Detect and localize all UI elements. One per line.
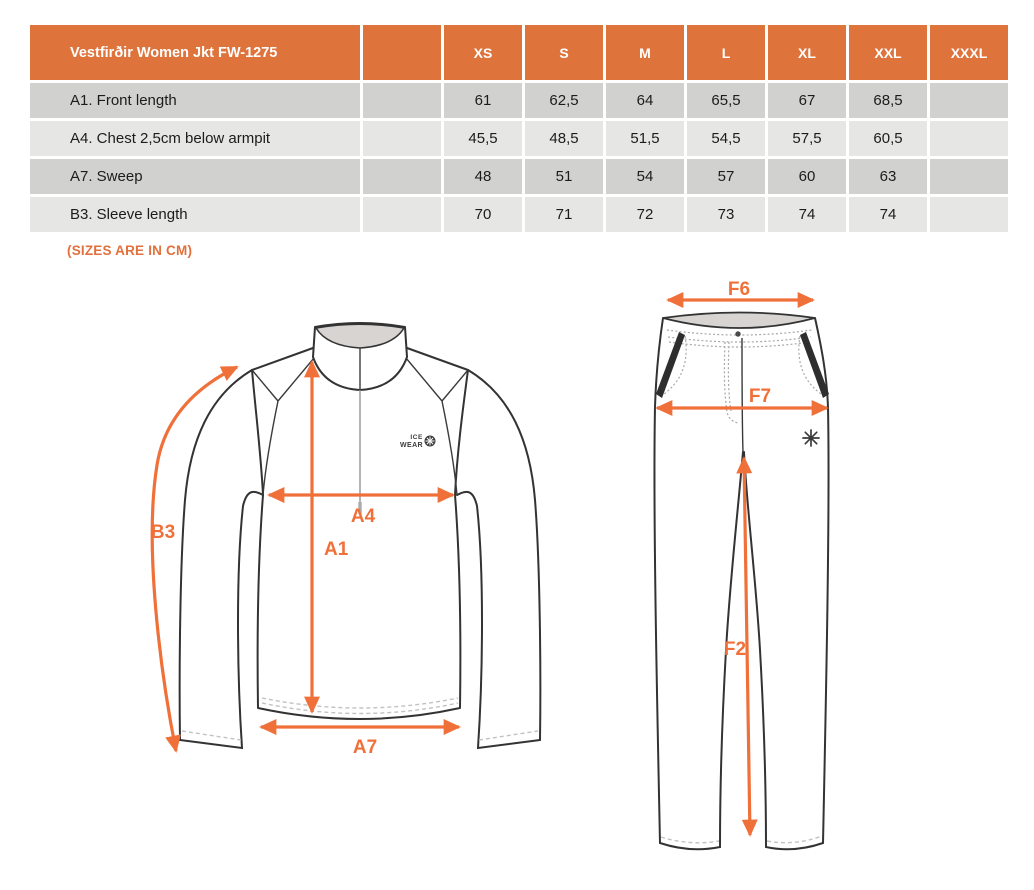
size-cell: 51,5 xyxy=(606,121,684,156)
left-hem-stitching xyxy=(661,837,719,843)
size-cell: 57 xyxy=(687,159,765,194)
header-size-xs: XS xyxy=(444,25,522,80)
jacket-left-sleeve xyxy=(180,370,263,748)
a1-label: A1 xyxy=(324,539,349,560)
size-cell: 73 xyxy=(687,197,765,232)
jacket-right-sleeve xyxy=(457,370,540,748)
b3-sleeve-arrow xyxy=(152,367,237,751)
spacer-cell xyxy=(363,159,441,194)
sizes-unit-note: (SIZES ARE IN CM) xyxy=(67,243,193,258)
header-size-l: L xyxy=(687,25,765,80)
header-size-m: M xyxy=(606,25,684,80)
measurement-label: A4. Chest 2,5cm below armpit xyxy=(30,121,360,156)
size-cell: 63 xyxy=(849,159,927,194)
size-cell: 51 xyxy=(525,159,603,194)
size-cell xyxy=(930,121,1008,156)
right-hem-stitching xyxy=(767,836,822,843)
table-row xyxy=(30,83,1008,118)
waist-opening xyxy=(663,313,815,329)
f7-label: F7 xyxy=(748,386,772,407)
table-header-row xyxy=(30,25,1008,80)
size-table xyxy=(27,22,1011,235)
f6-label: F6 xyxy=(727,280,751,300)
center-front-seam xyxy=(742,338,743,452)
fly-stitching xyxy=(724,342,738,423)
size-cell: 68,5 xyxy=(849,83,927,118)
size-cell: 48 xyxy=(444,159,522,194)
spacer-cell xyxy=(363,197,441,232)
header-spacer-cell xyxy=(363,25,441,80)
header-size-xxl: XXL xyxy=(849,25,927,80)
b3-label: B3 xyxy=(150,522,176,543)
size-cell: 54,5 xyxy=(687,121,765,156)
a7-label: A7 xyxy=(352,737,378,758)
f2-label: F2 xyxy=(723,639,747,660)
size-cell: 74 xyxy=(768,197,846,232)
left-cuff-stitching xyxy=(182,731,241,740)
size-cell: 54 xyxy=(606,159,684,194)
measurement-label: B3. Sleeve length xyxy=(30,197,360,232)
size-cell: 57,5 xyxy=(768,121,846,156)
logo-text-wear: WEAR xyxy=(400,442,423,449)
header-size-s: S xyxy=(525,25,603,80)
right-cuff-stitching xyxy=(479,731,538,740)
snowflake-icon xyxy=(803,430,819,446)
jacket-diagram xyxy=(140,300,580,780)
size-cell: 67 xyxy=(768,83,846,118)
size-cell: 45,5 xyxy=(444,121,522,156)
measurement-label: A7. Sweep xyxy=(30,159,360,194)
waist-button xyxy=(735,331,740,336)
header-size-xl: XL xyxy=(768,25,846,80)
size-cell: 70 xyxy=(444,197,522,232)
size-cell: 64 xyxy=(606,83,684,118)
size-cell: 48,5 xyxy=(525,121,603,156)
spacer-cell xyxy=(363,83,441,118)
size-cell: 74 xyxy=(849,197,927,232)
size-cell xyxy=(930,197,1008,232)
logo-text-ice: ICE xyxy=(410,434,423,441)
size-cell: 72 xyxy=(606,197,684,232)
product-title: Vestfirðir Women Jkt FW-1275 xyxy=(30,25,360,80)
table-row xyxy=(30,197,1008,232)
size-cell: 61 xyxy=(444,83,522,118)
header-size-xxxl: XXXL xyxy=(930,25,1008,80)
pants-diagram xyxy=(635,280,855,880)
size-cell: 62,5 xyxy=(525,83,603,118)
spacer-cell xyxy=(363,121,441,156)
size-cell xyxy=(930,83,1008,118)
size-cell: 71 xyxy=(525,197,603,232)
size-cell: 60 xyxy=(768,159,846,194)
table-row xyxy=(30,121,1008,156)
size-cell: 60,5 xyxy=(849,121,927,156)
table-row xyxy=(30,159,1008,194)
size-cell xyxy=(930,159,1008,194)
a4-label: A4 xyxy=(350,506,376,527)
size-cell: 65,5 xyxy=(687,83,765,118)
measurement-label: A1. Front length xyxy=(30,83,360,118)
